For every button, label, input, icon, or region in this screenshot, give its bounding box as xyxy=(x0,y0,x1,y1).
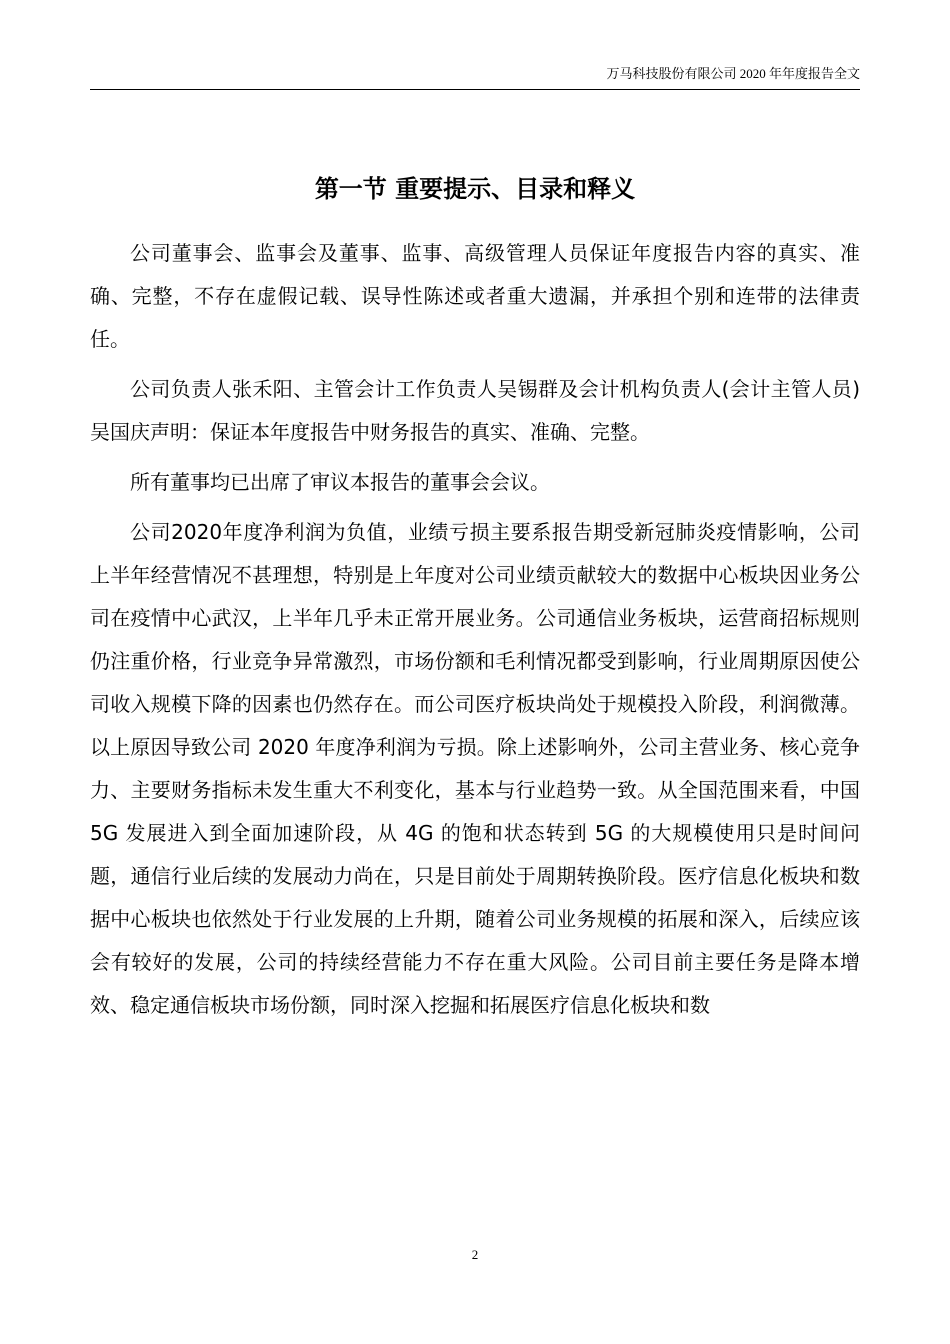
section-title: 第一节 重要提示、目录和释义 xyxy=(314,175,636,204)
paragraph-board-attendance: 所有董事均已出席了审议本报告的董事会会议。 xyxy=(130,470,550,494)
body-content xyxy=(90,232,860,1034)
paragraph-financial-declaration: 公司负责人张禾阳、主管会计工作负责人吴锡群及会计机构负责人(会计主管人员)吴国庆声明：保证本年度报告中财务报告的真实、准确、完整。 xyxy=(90,377,860,444)
paragraph-net-loss-explanation: 公司2020年度净利润为负值，业绩亏损主要系报告期受新冠肺炎疫情影响，公司上半年经营情况不甚理想，特别是上年度对公司业绩贡献较大的数据中心板块因业务公司在疫情中心武汉，上半年几乎未正常开展业务。公司通信业务板块，运营商招标规则仍注重价格，行业竞争异常激烈，市场份额和毛利情况都受到影响，行业周期原因使公司收入规模下降的因素也仍然存在。而公司医疗板块尚处于规模投入阶段，利润微薄。以上原因导致公司 2020 年度净利润为亏损。除上述影响外，公司主营业务、核心竞争力、主要财务指标未发生重大不利变化，基本与行业趋势一致。从全国范围来看，中国 5G 发展进入到全面加速阶段，从 4G 的饱和状态转到 5G 的大规模使用只是时间问题，通信行业后续的发展动力尚在，只是目前处于周期转换阶段。医疗信息化板块和数据中心板块也依然处于行业发展的上升期，随着公司业务规模的拓展和深入，后续应该会有较好的发展，公司的持续经营能力不存在重大风险。公司目前主要任务是降本增效、稳定通信板块市场份额，同时深入挖掘和拓展医疗信息化板块和数 xyxy=(90,520,860,1017)
header-title: 万马科技股份有限公司 2020 年年度报告全文 xyxy=(606,66,860,81)
page-number: 2 xyxy=(471,1247,479,1262)
page-header xyxy=(90,60,860,90)
paragraph-responsibility-statement: 公司董事会、监事会及董事、监事、高级管理人员保证年度报告内容的真实、准确、完整，不存在虚假记载、误导性陈述或者重大遗漏，并承担个别和连带的法律责任。 xyxy=(90,241,860,351)
